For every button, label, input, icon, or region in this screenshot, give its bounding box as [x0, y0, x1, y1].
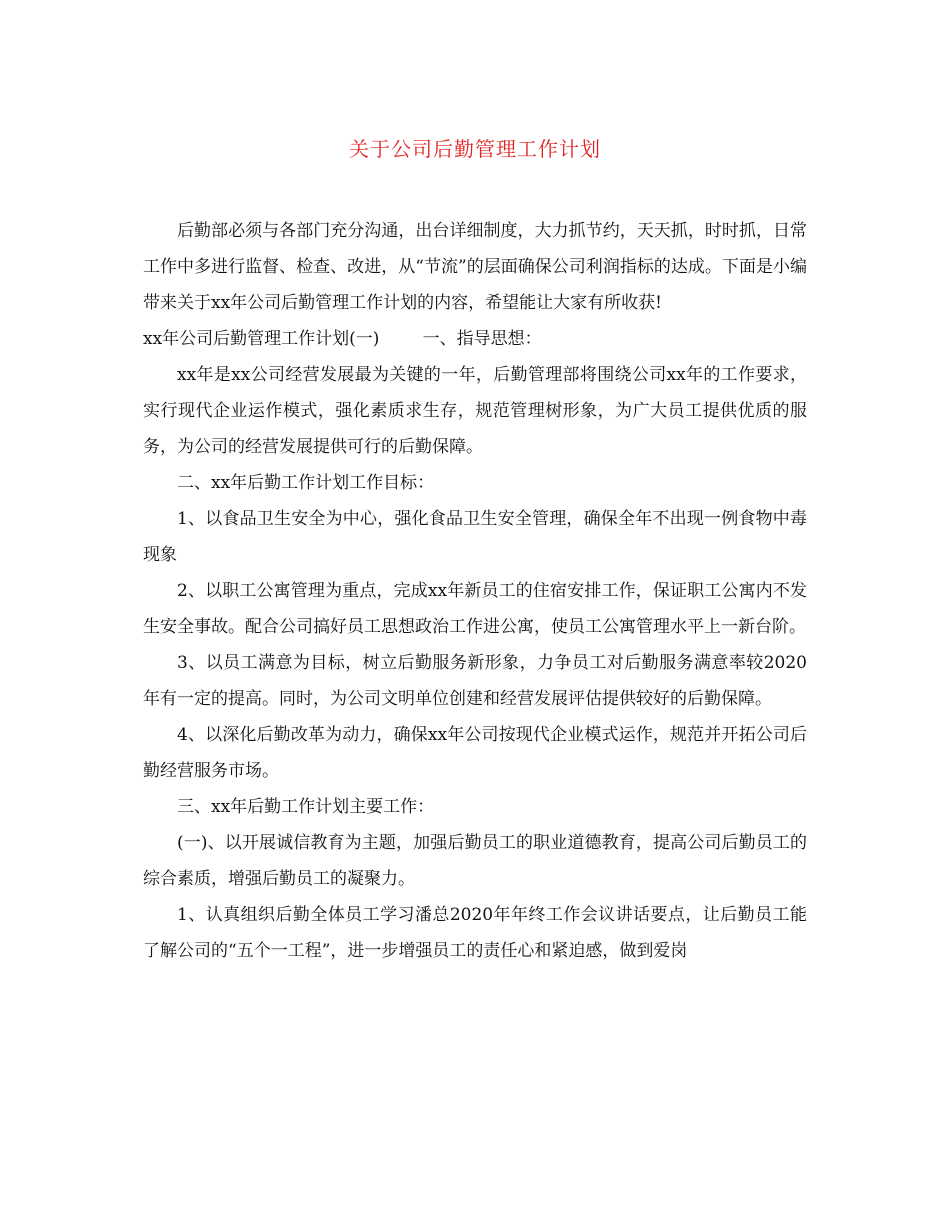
goal-item-3: 3、以员工满意为目标，树立后勤服务新形象，力争员工对后勤服务满意率较2020年有一定的提高。同时，为公司文明单位创建和经营发展评估提供较好的后勤保障。 [143, 653, 807, 709]
goal-item-1: 1、以食品卫生安全为中心，强化食品卫生安全管理，确保全年不出现一例食物中毒现象 [143, 509, 807, 565]
section-heading-goals: 二、xx年后勤工作计划工作目标： [177, 473, 435, 493]
intro-paragraph: 后勤部必须与各部门充分沟通，出台详细制度，大力抓节约，天天抓，时时抓，日常工作中多进行监督、检查、改进，从“节流”的层面确保公司利润指标的达成。下面是小编带来关于xx年公司后勤管理工作计划的内容，希望能让大家有所收获! [143, 221, 807, 313]
plan-heading-line: xx年公司后勤管理工作计划(一) 一、指导思想： [143, 329, 542, 349]
document-body [143, 213, 807, 969]
guiding-ideology-paragraph: xx年是xx公司经营发展最为关键的一年，后勤管理部将围绕公司xx年的工作要求，实行现代企业运作模式，强化素质求生存，规范管理树形象，为广大员工提供优质的服务，为公司的经营发展提供可行的后勤保障。 [143, 365, 807, 457]
document-title: 关于公司后勤管理工作计划 [349, 137, 601, 161]
main-work-subitem-1: 1、认真组织后勤全体员工学习潘总2020年年终工作会议讲话要点，让后勤员工能了解公司的“五个一工程”，进一步增强员工的责任心和紧迫感，做到爱岗 [143, 905, 807, 961]
main-work-item-1: (一)、以开展诚信教育为主题，加强后勤员工的职业道德教育，提高公司后勤员工的综合素质，增强后勤员工的凝聚力。 [143, 833, 807, 889]
goal-item-2: 2、以职工公寓管理为重点，完成xx年新员工的住宿安排工作，保证职工公寓内不发生安全事故。配合公司搞好员工思想政治工作进公寓，使员工公寓管理水平上一新台阶。 [143, 581, 807, 637]
section-heading-main-work: 三、xx年后勤工作计划主要工作： [177, 797, 435, 817]
goal-item-4: 4、以深化后勤改革为动力，确保xx年公司按现代企业模式运作，规范并开拓公司后勤经营服务市场。 [143, 725, 807, 781]
